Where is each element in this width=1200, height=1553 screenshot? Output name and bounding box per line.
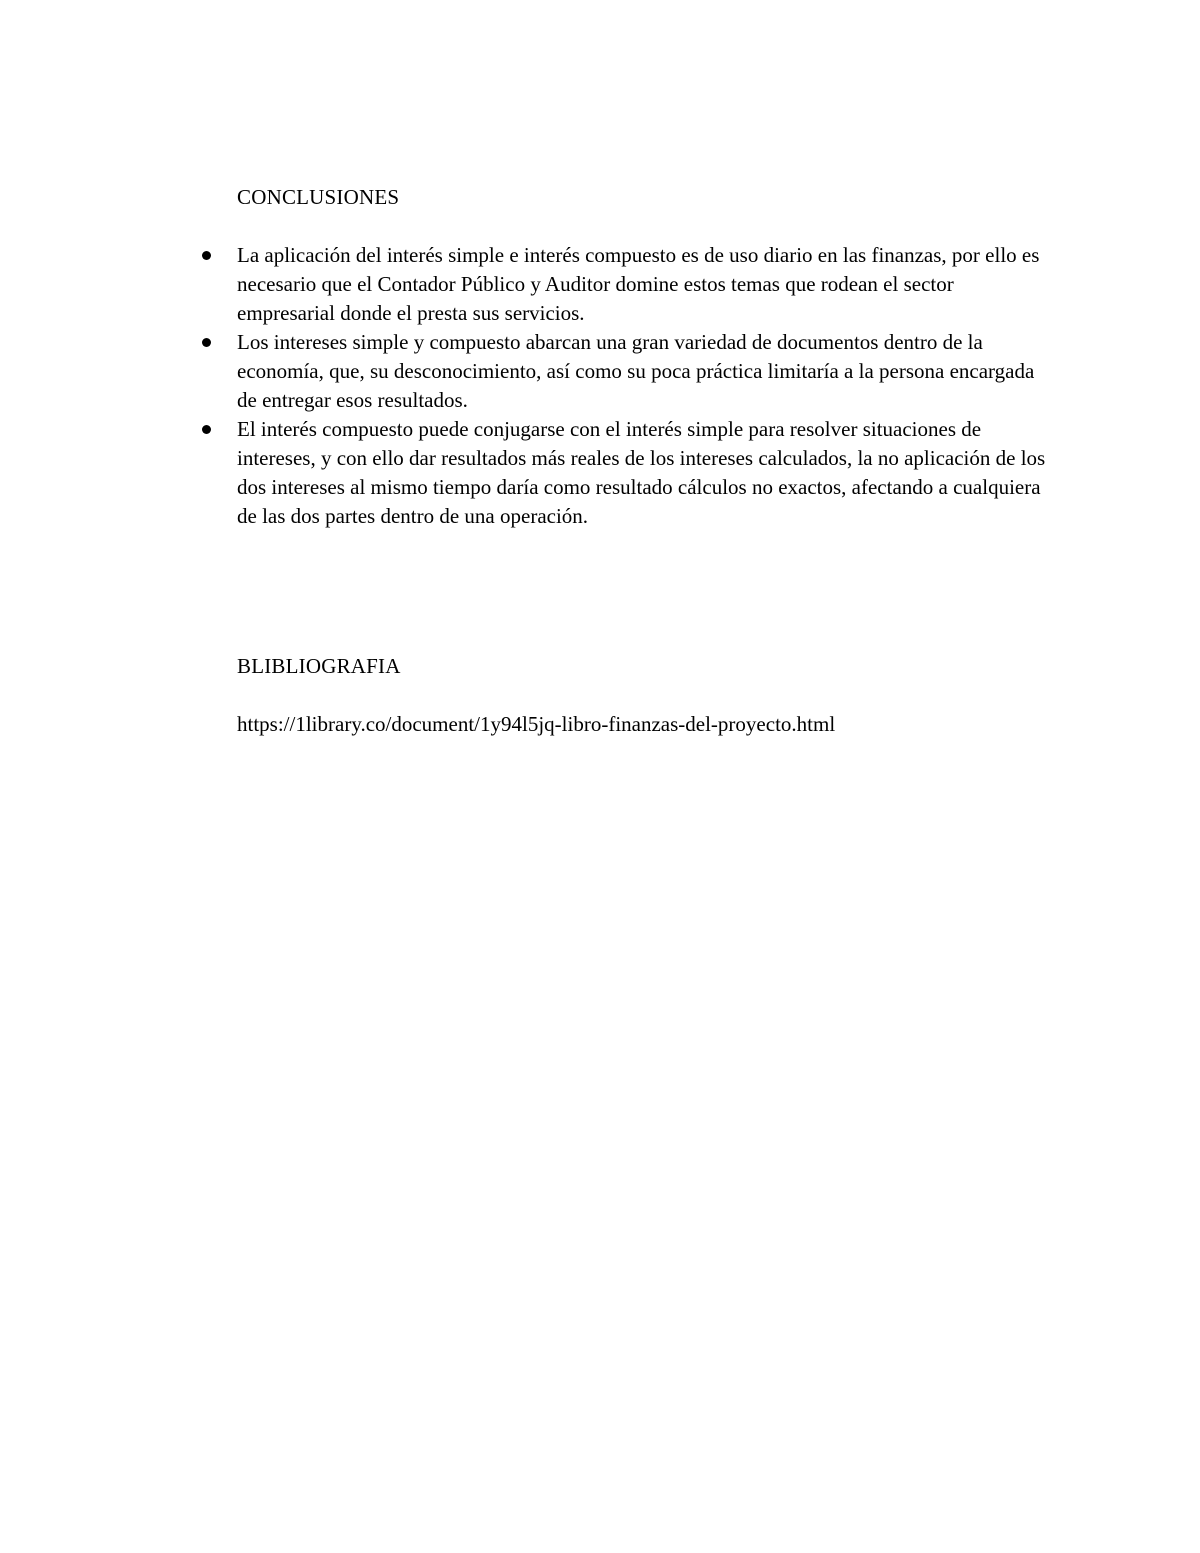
list-item-text: Los intereses simple y compuesto abarcan una gran variedad de documentos dentro de la economía, que, su desconocimiento, así como su poca práctica limitaría a la persona encargada de entregar esos resultados. bbox=[237, 330, 1035, 412]
bullet-icon bbox=[202, 251, 211, 260]
bibliography-reference: https://1library.co/document/1y94l5jq-libro-finanzas-del-proyecto.html bbox=[237, 712, 836, 736]
list-item bbox=[198, 328, 1048, 415]
bullet-icon bbox=[202, 425, 211, 434]
list-item bbox=[198, 241, 1048, 328]
list-item bbox=[198, 415, 1048, 531]
list-item-text: El interés compuesto puede conjugarse con el interés simple para resolver situaciones de intereses, y con ello dar resultados más reales de los intereses calculados, la no aplicación de los dos intereses al mismo tiempo daría como resultado cálculos no exactos, afectando a cualquiera de las dos partes dentro de una operación. bbox=[237, 417, 1046, 528]
conclusions-list bbox=[198, 241, 1048, 531]
conclusions-heading: CONCLUSIONES bbox=[237, 185, 400, 209]
bullet-icon bbox=[202, 338, 211, 347]
list-item-text: La aplicación del interés simple e interés compuesto es de uso diario en las finanzas, por ello es necesario que el Contador Público y Auditor domine estos temas que rodean el sector empresarial donde el presta sus servicios. bbox=[237, 243, 1040, 325]
bibliography-heading: BLIBLIOGRAFIA bbox=[237, 654, 401, 678]
